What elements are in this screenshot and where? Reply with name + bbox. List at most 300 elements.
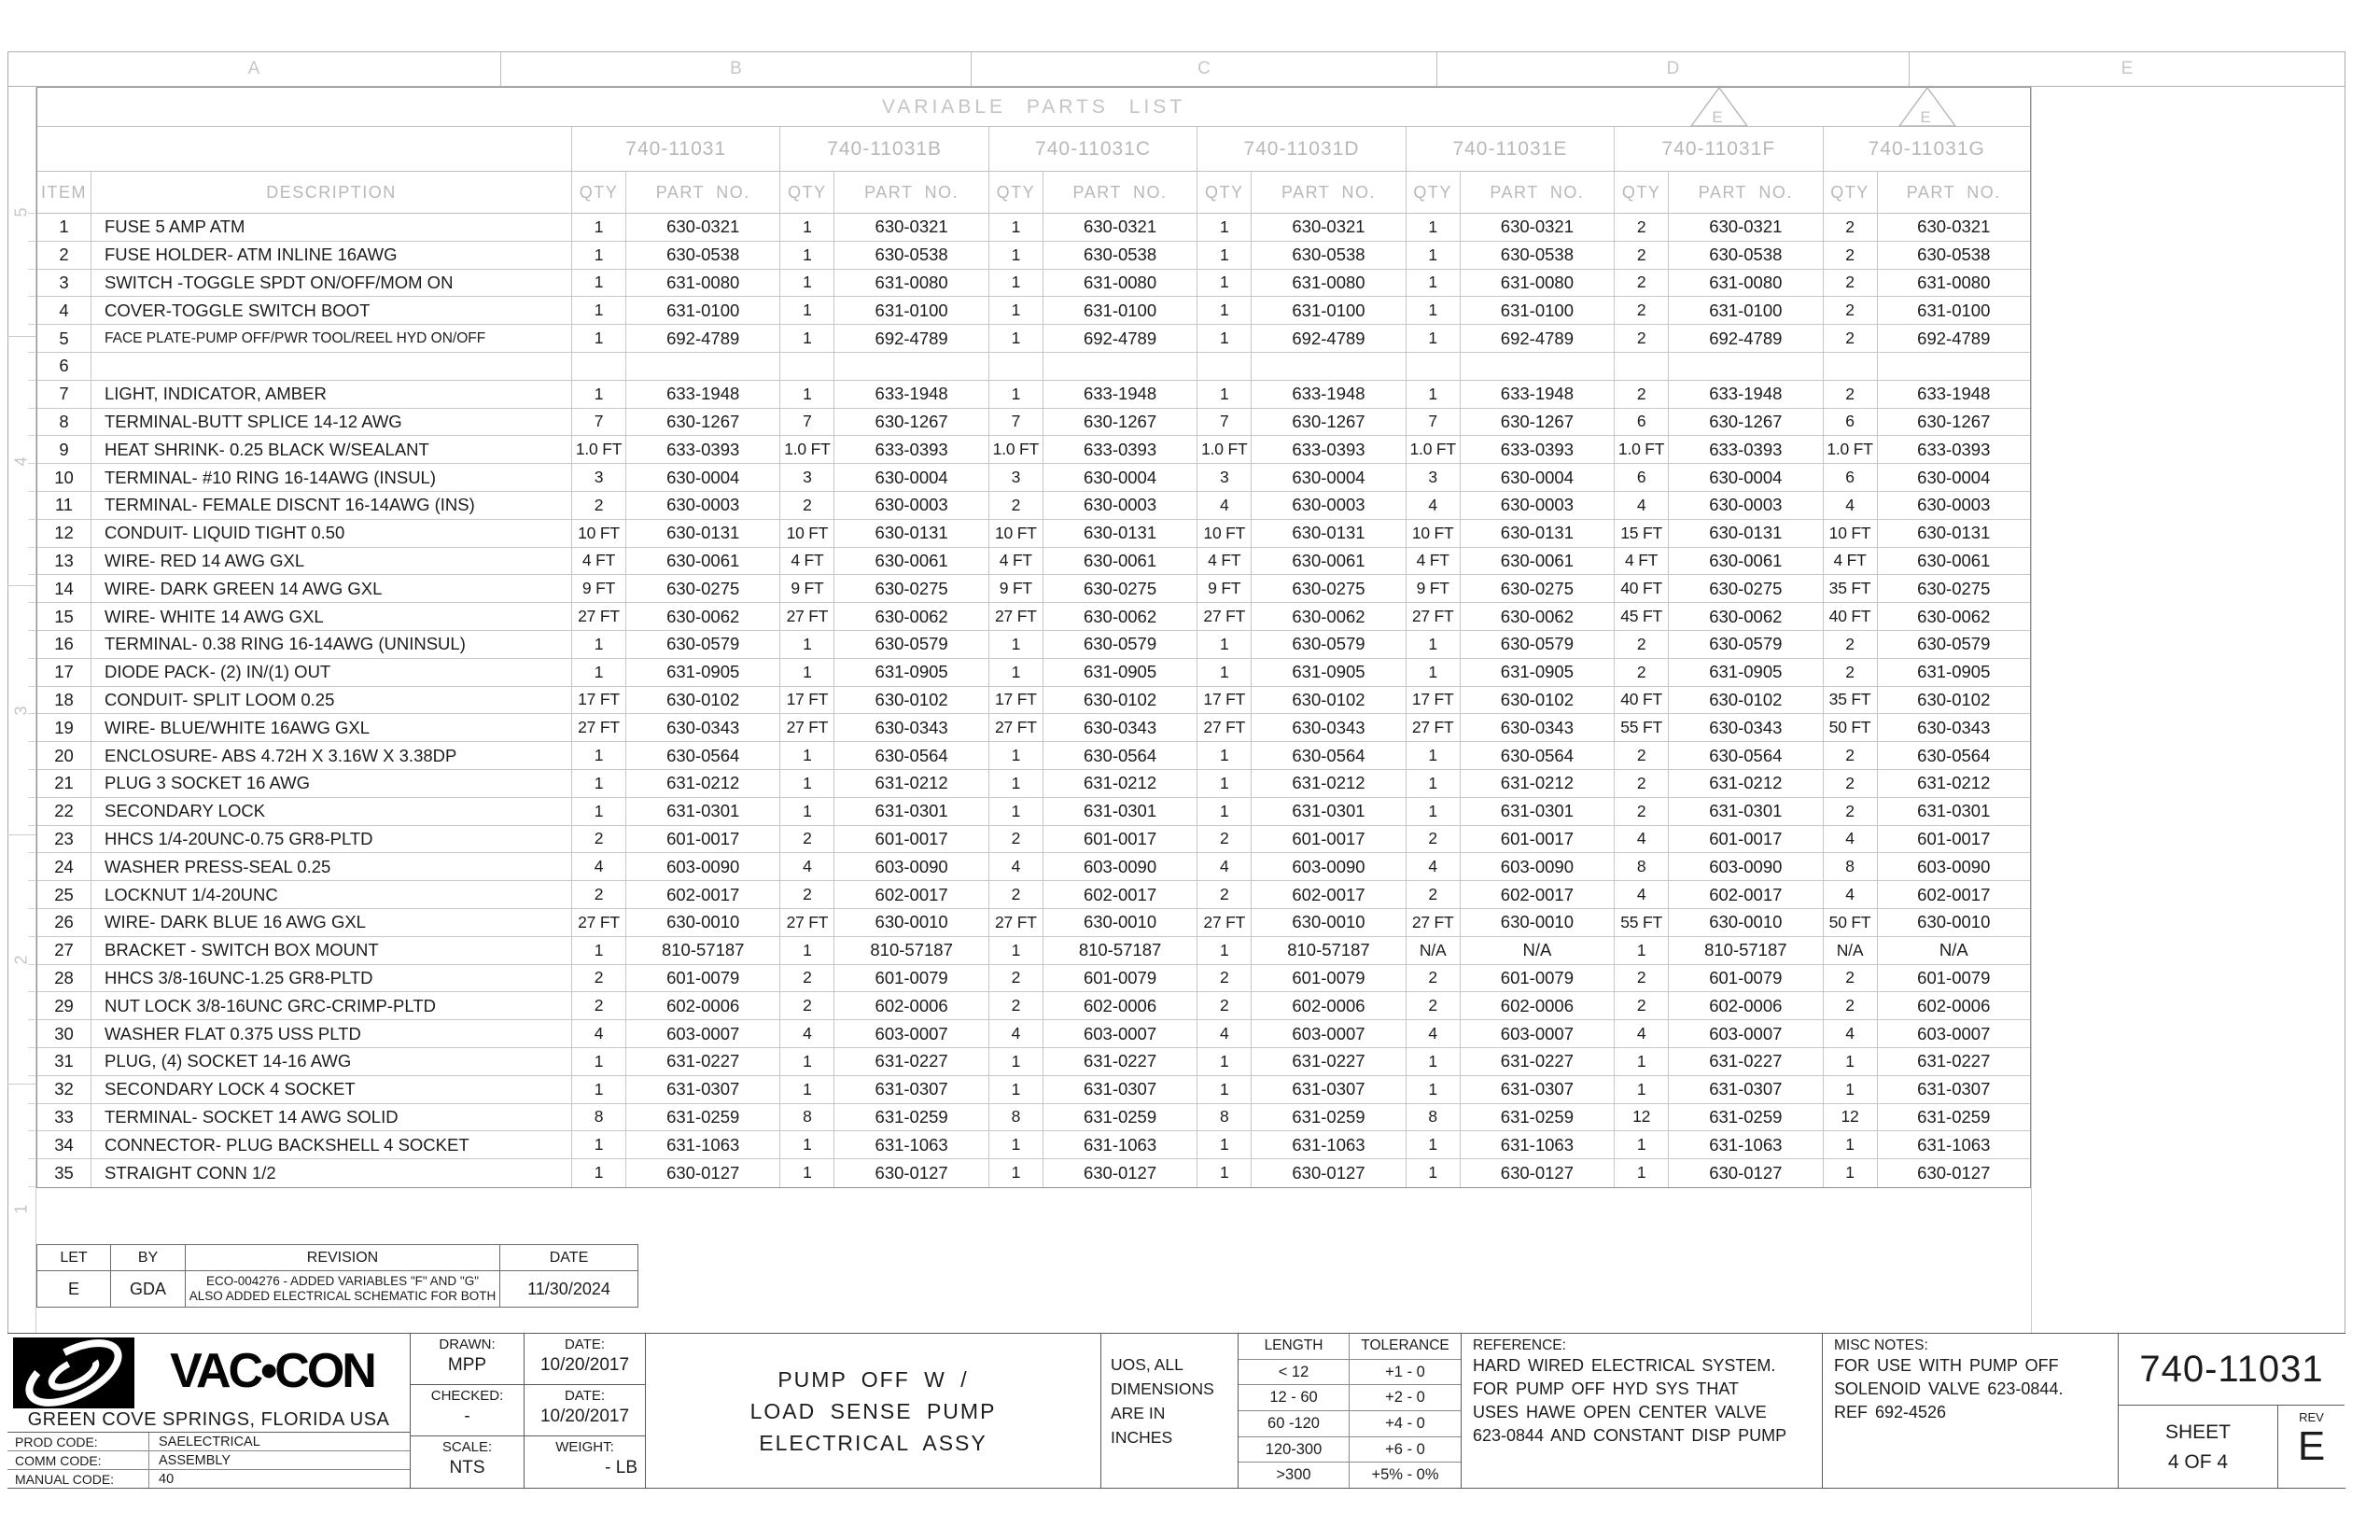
qty-cell: 40 FT [1615,687,1669,714]
field-label: DATE: [564,1337,606,1352]
part-no-cell: 633-1948 [1252,381,1406,408]
row-tick [28,853,36,881]
part-no-cell: 631-0080 [1669,270,1823,297]
qty-cell: 2 [1615,631,1669,658]
qty-cell: 1 [989,381,1043,408]
reference-section [1461,1334,1822,1488]
qty-cell: 1 [1197,770,1252,797]
qty-cell: 2 [572,965,626,992]
reference-line-4: 623-0844 AND CONSTANT DISP PUMP [1473,1426,1787,1445]
uos-note [1101,1334,1238,1449]
qty-cell: 1.0 FT [989,436,1043,463]
part-no-cell: 630-0061 [1461,548,1615,575]
item-cell: 5 [37,325,91,352]
misc-line-1: FOR USE WITH PUMP OFF [1834,1356,2059,1375]
part-no-cell: 631-0212 [626,770,780,797]
part-no-cell: 631-0212 [834,770,988,797]
rev-cell [2277,1406,2345,1489]
qty-cell: 4 [1824,1020,1878,1047]
part-no-cell: 631-0259 [626,1104,780,1131]
qty-cell: 1 [1197,1159,1252,1187]
part-no-cell: 630-1267 [1043,409,1197,436]
field-row [411,1334,645,1385]
qty-cell: 2 [1197,992,1252,1019]
part-no-cell: 630-0131 [1043,520,1197,547]
part-no-cell: 631-0080 [1917,272,1991,292]
item-cell: 27 [37,937,91,964]
part-no-cell: 631-1063 [1043,1131,1197,1158]
qty-cell: 6 [1824,409,1878,436]
part-no-cell: N/A [1939,940,1968,960]
item-cell: 14 [37,575,91,602]
tolerance-length: < 12 [1239,1360,1350,1385]
qty-cell: N/A [1824,937,1878,964]
qty-header: QTY [1197,172,1252,213]
row-tick [28,1104,36,1132]
part-no-cell: 630-0127 [1252,1159,1406,1187]
part-no-cell: 810-57187 [834,937,988,964]
part-no-cell: 630-0003 [1043,492,1197,519]
part-no-cell: 630-0321 [1461,214,1615,241]
part-no-cell: 630-0275 [1252,575,1406,602]
row-tick [28,381,36,409]
revision-header-revision: REVISION [186,1245,500,1270]
qty-cell: 12 [1824,1104,1878,1131]
part-no-cell: 631-0905 [1669,659,1823,686]
part-no-cell: 630-0004 [626,464,780,491]
variable-parts-table [36,87,2031,1188]
part-no-cell: 631-0227 [1252,1048,1406,1075]
part-no-cell: 633-1948 [1669,381,1823,408]
part-no-cell: 631-0301 [1917,801,1991,821]
description-cell: WASHER PRESS-SEAL 0.25 [91,853,572,880]
revision-header-let: LET [37,1245,111,1270]
part-no-cell: 630-0538 [1669,242,1823,269]
item-cell: 32 [37,1076,91,1103]
part-no-cell: 631-0100 [1461,297,1615,324]
description-cell: WIRE- WHITE 14 AWG GXL [91,603,572,630]
qty-cell: 2 [989,881,1043,908]
part-no-cell: 602-0017 [1917,884,1991,904]
part-no-cell: 630-0321 [1669,214,1823,241]
part-no-cell: 603-0090 [1252,853,1406,880]
part-no-cell: 631-0259 [834,1104,988,1131]
tolerance-table [1239,1334,1461,1488]
revision-letter: E [37,1271,111,1307]
part-no-cell: 630-0579 [1669,631,1823,658]
part-no-cell: 631-0905 [626,659,780,686]
part-no-cell: 631-0259 [1043,1104,1197,1131]
qty-cell: 7 [1407,409,1461,436]
zone-number: 3 [11,705,31,716]
description-cell: FUSE 5 AMP ATM [91,214,572,241]
qty-cell: 2 [1824,965,1878,992]
row-tick [28,714,36,742]
part-no-cell: 630-0004 [1461,464,1615,491]
zone-letter: E [2121,59,2134,78]
part-no-cell: 631-0307 [1669,1076,1823,1103]
item-cell: 6 [37,353,91,380]
table-row [37,659,2030,687]
qty-cell: 1 [572,937,626,964]
part-no-cell: 631-0307 [1917,1079,1991,1099]
part-no-cell: 631-1063 [1461,1131,1615,1158]
drawing-title-line-3: ELECTRICAL ASSY [759,1430,987,1455]
zone-number: 5 [11,206,31,217]
part-no-cell: 601-0079 [1917,967,1991,987]
part-no-cell: 601-0079 [1461,965,1615,992]
part-no-cell: 630-0343 [834,714,988,741]
part-no-cell: 630-0538 [1461,242,1615,269]
qty-cell: 1 [572,659,626,686]
qty-cell: 4 [1615,826,1669,853]
part-no-cell: 603-0007 [1917,1023,1991,1043]
item-cell: 7 [37,381,91,408]
qty-cell: 8 [572,1104,626,1131]
table-row [37,631,2030,659]
part-no-cell: 602-0006 [1669,992,1823,1019]
item-cell: 34 [37,1131,91,1158]
company-section [7,1334,410,1488]
misc-notes-label: MISC NOTES: [1834,1337,1928,1353]
description-cell: TERMINAL- FEMALE DISCNT 16-14AWG (INS) [91,492,572,519]
part-no-cell: 630-0538 [1917,245,1991,265]
qty-cell: 1 [780,631,834,658]
qty-cell: 1 [1197,381,1252,408]
tolerance-row [1239,1385,1461,1411]
qty-cell: 27 FT [1407,714,1461,741]
qty-cell: 1 [1615,1048,1669,1075]
tolerance-header-row [1239,1334,1461,1360]
item-cell: 13 [37,548,91,575]
qty-cell: 1 [1197,270,1252,297]
table-row [37,492,2030,520]
part-no-cell: 631-0905 [1252,659,1406,686]
item-cell: 18 [37,687,91,714]
variant-label: 740-11031C [989,127,1197,171]
qty-cell: 2 [1615,742,1669,769]
item-cell: 19 [37,714,91,741]
qty-header: QTY [1824,172,1878,213]
part-no-cell: 602-0006 [1043,992,1197,1019]
part-no-cell: 630-0102 [834,687,988,714]
field-value: NTS [449,1458,485,1477]
qty-cell: 4 [780,1020,834,1047]
field-value: 10/20/2017 [539,1407,630,1426]
part-no-cell: 602-0006 [626,992,780,1019]
variant-label: 740-11031G [1868,137,1985,160]
row-tick [28,742,36,770]
part-no-cell: 630-0127 [1669,1159,1823,1187]
qty-cell: 1 [780,770,834,797]
item-cell: 8 [37,409,91,436]
part-no-cell: 630-1267 [834,409,988,436]
part-no-cell: 630-0010 [1461,909,1615,936]
part-no-cell: 631-0227 [626,1048,780,1075]
variant-label: 740-11031 [572,127,780,171]
qty-header: QTY [572,172,626,213]
part-no-header: PART NO. [834,172,988,213]
qty-cell: 4 FT [1824,548,1878,575]
qty-cell: 55 FT [1615,714,1669,741]
qty-cell: 1 [1197,742,1252,769]
item-cell: 11 [37,492,91,519]
part-no-cell: 631-0905 [1917,662,1991,682]
qty-cell: 40 FT [1824,603,1878,630]
field-cell [525,1334,645,1384]
part-no-cell: 630-0003 [626,492,780,519]
part-no-cell: 630-0102 [1461,687,1615,714]
item-cell: 2 [37,242,91,269]
item-cell: 31 [37,1048,91,1075]
part-no-cell: 602-0017 [1043,881,1197,908]
parts-rows [37,214,2030,1187]
part-no-cell: 630-0061 [1669,548,1823,575]
row-tick [28,409,36,437]
table-row [37,214,2030,242]
part-no-cell: 631-1063 [626,1131,780,1158]
row-tick [28,575,36,603]
zone-letter: D [1437,52,1910,86]
part-no-cell: 630-0343 [1917,717,1991,737]
qty-cell: 1 [1824,1076,1878,1103]
svg-text:E: E [1712,108,1727,126]
part-no-cell: 630-0062 [626,603,780,630]
qty-cell: 50 FT [1824,714,1878,741]
part-no-cell: 630-0579 [626,631,780,658]
field-row [411,1436,645,1488]
qty-cell: 27 FT [989,714,1043,741]
field-cell [525,1436,645,1488]
part-no-cell: 603-0007 [1043,1020,1197,1047]
qty-cell: 35 FT [1824,575,1878,602]
qty-cell: 1.0 FT [1197,436,1252,463]
qty-cell: 4 [1197,853,1252,880]
part-no-cell: 630-0275 [1461,575,1615,602]
qty-cell: 27 FT [1407,603,1461,630]
part-no-cell: 630-0579 [1043,631,1197,658]
part-no-cell: 630-0102 [1669,687,1823,714]
part-no-cell: 630-0004 [1917,467,1991,487]
qty-cell: 1 [1407,798,1461,825]
part-no-cell: 602-0017 [834,881,988,908]
description-cell: LIGHT, INDICATOR, AMBER [91,381,572,408]
part-no-cell: 633-1948 [1917,384,1991,404]
row-tick [28,1048,36,1076]
qty-cell: 8 [780,1104,834,1131]
revision-block [36,1244,638,1308]
part-no-cell: 631-0212 [1669,770,1823,797]
part-no-cell: 631-0307 [1461,1076,1615,1103]
column-header-row [37,172,2030,214]
qty-cell: 2 [572,881,626,908]
part-no-cell: 601-0079 [834,965,988,992]
part-no-cell: 603-0090 [1917,856,1991,876]
qty-cell: 4 [780,853,834,880]
part-no-cell: 630-0321 [1252,214,1406,241]
qty-cell: 1 [572,297,626,324]
row-tick [28,242,36,270]
table-row [37,937,2030,965]
parts-list-title: VARIABLE PARTS LIST [881,95,1186,118]
qty-cell: 4 FT [1407,548,1461,575]
qty-cell: 2 [1615,992,1669,1019]
row-tick [28,492,36,520]
part-no-cell: 630-0127 [1917,1162,1991,1183]
reference-line-2: FOR PUMP OFF HYD SYS THAT [1473,1379,1740,1398]
part-no-cell: 630-0127 [1043,1159,1197,1187]
reference-line-1: HARD WIRED ELECTRICAL SYSTEM. [1473,1356,1776,1375]
qty-cell: 1 [1407,297,1461,324]
qty-cell [989,353,1043,380]
part-no-cell: 602-0006 [1917,995,1991,1015]
part-no-cell: 630-0003 [834,492,988,519]
part-no-cell: 631-0212 [1043,770,1197,797]
part-no-cell: 633-0393 [1461,436,1615,463]
part-no-cell: 603-0090 [626,853,780,880]
description-cell: CONNECTOR- PLUG BACKSHELL 4 SOCKET [91,1131,572,1158]
part-no-cell: 692-4789 [1461,325,1615,352]
qty-cell: 27 FT [1197,714,1252,741]
tolerance-row [1239,1463,1461,1488]
qty-cell: 9 FT [1407,575,1461,602]
tolerance-header-length: LENGTH [1239,1334,1350,1359]
table-row [37,1048,2030,1076]
part-no-cell: 630-0131 [834,520,988,547]
qty-cell: 4 FT [1197,548,1252,575]
description-cell: SECONDARY LOCK [91,798,572,825]
row-tick [28,436,36,464]
variant-label: 740-11031F [1615,127,1823,171]
qty-cell: 1 [1615,937,1669,964]
row-tick [28,798,36,826]
part-no-cell: 630-1267 [1917,411,1991,431]
qty-cell: 2 [1824,742,1878,769]
part-no-cell: 630-0004 [1252,464,1406,491]
row-tick [28,214,36,242]
code-rows [7,1433,410,1488]
part-no-cell: 631-0100 [834,297,988,324]
item-cell: 24 [37,853,91,880]
qty-cell: 2 [1615,965,1669,992]
part-no-cell: 601-0017 [1917,828,1991,848]
part-no-cell: 631-0212 [1461,770,1615,797]
item-cell: 3 [37,270,91,297]
qty-cell: 2 [1407,826,1461,853]
part-no-cell: 630-0004 [834,464,988,491]
table-row [37,381,2030,409]
part-no-cell: 633-0393 [1252,436,1406,463]
row-tick [28,659,36,687]
item-cell: 29 [37,992,91,1019]
qty-cell: 27 FT [572,714,626,741]
qty-cell: 3 [1407,464,1461,491]
qty-cell: 27 FT [780,603,834,630]
part-no-header: PART NO. [1461,172,1615,213]
part-no-cell: 630-0010 [1917,912,1991,932]
zone-number: 2 [11,954,31,965]
description-cell: WIRE- RED 14 AWG GXL [91,548,572,575]
part-no-cell: 633-1948 [1043,381,1197,408]
part-no-cell: 630-0062 [1917,606,1991,626]
part-no-cell: 630-0062 [1043,603,1197,630]
description-cell: WIRE- BLUE/WHITE 16AWG GXL [91,714,572,741]
company-location: GREEN COVE SPRINGS, FLORIDA USA [7,1408,410,1433]
qty-cell: 1 [1407,214,1461,241]
variant-header-spacer [37,127,572,171]
qty-cell: 1 [989,1159,1043,1187]
tolerance-value: +5% - 0% [1371,1466,1439,1484]
qty-cell: 2 [1615,381,1669,408]
part-no-cell: 630-0579 [1461,631,1615,658]
row-tick [28,270,36,298]
qty-cell [1407,353,1461,380]
part-no-cell: 630-0564 [1669,742,1823,769]
table-row [37,853,2030,881]
part-no-cell: 810-57187 [1252,937,1406,964]
qty-cell: 2 [1824,242,1878,269]
qty-cell: 4 [1407,492,1461,519]
row-tick [28,1020,36,1048]
part-no-header: PART NO. [1252,172,1406,213]
part-no-cell: 630-0579 [1252,631,1406,658]
qty-cell: 1 [572,631,626,658]
part-no-cell: 631-0212 [1917,773,1991,793]
qty-cell: 45 FT [1615,603,1669,630]
revision-flag-triangle-icon [1897,86,1957,127]
qty-cell: 6 [1615,464,1669,491]
qty-cell: 1 [1407,381,1461,408]
part-no-cell: 633-0393 [1669,436,1823,463]
part-no-cell: 631-0301 [1669,798,1823,825]
part-no-cell: 630-0321 [834,214,988,241]
part-no-cell: 692-4789 [1043,325,1197,352]
svg-text:E: E [1920,108,1935,126]
part-no-cell: 631-0080 [1252,270,1406,297]
qty-cell: 2 [1197,826,1252,853]
code-value: 40 [159,1471,175,1487]
field-cell [411,1334,525,1384]
row-tick [28,770,36,798]
revision-date: 11/30/2024 [527,1279,610,1298]
part-no-cell [626,353,780,380]
part-no-cell: 633-1948 [834,381,988,408]
qty-cell: 2 [989,492,1043,519]
revision-header-date: DATE [549,1249,589,1266]
qty-cell: 1 [989,659,1043,686]
drawing-number-section [2118,1334,2345,1488]
field-label: DATE: [564,1388,606,1404]
qty-cell: 40 FT [1615,575,1669,602]
drawing-title [646,1334,1100,1488]
field-value: - LB [605,1458,637,1477]
item-cell: 26 [37,909,91,936]
part-no-cell: 630-0127 [834,1159,988,1187]
revision-line-2: ALSO ADDED ELECTRICAL SCHEMATIC FOR BOTH [189,1289,497,1303]
table-row [37,270,2030,298]
qty-cell: 4 [1407,853,1461,880]
part-no-cell: 630-0538 [834,242,988,269]
description-cell: TERMINAL-BUTT SPLICE 14-12 AWG [91,409,572,436]
qty-cell: 1 [1407,1076,1461,1103]
part-no-cell: 631-0307 [834,1076,988,1103]
field-label: CHECKED: [430,1388,504,1404]
code-label: COMM CODE: [7,1451,149,1469]
table-row [37,436,2030,464]
part-no-cell: 630-0321 [1917,217,1991,237]
qty-cell: 17 FT [1197,687,1252,714]
revision-by: GDA [111,1271,186,1307]
